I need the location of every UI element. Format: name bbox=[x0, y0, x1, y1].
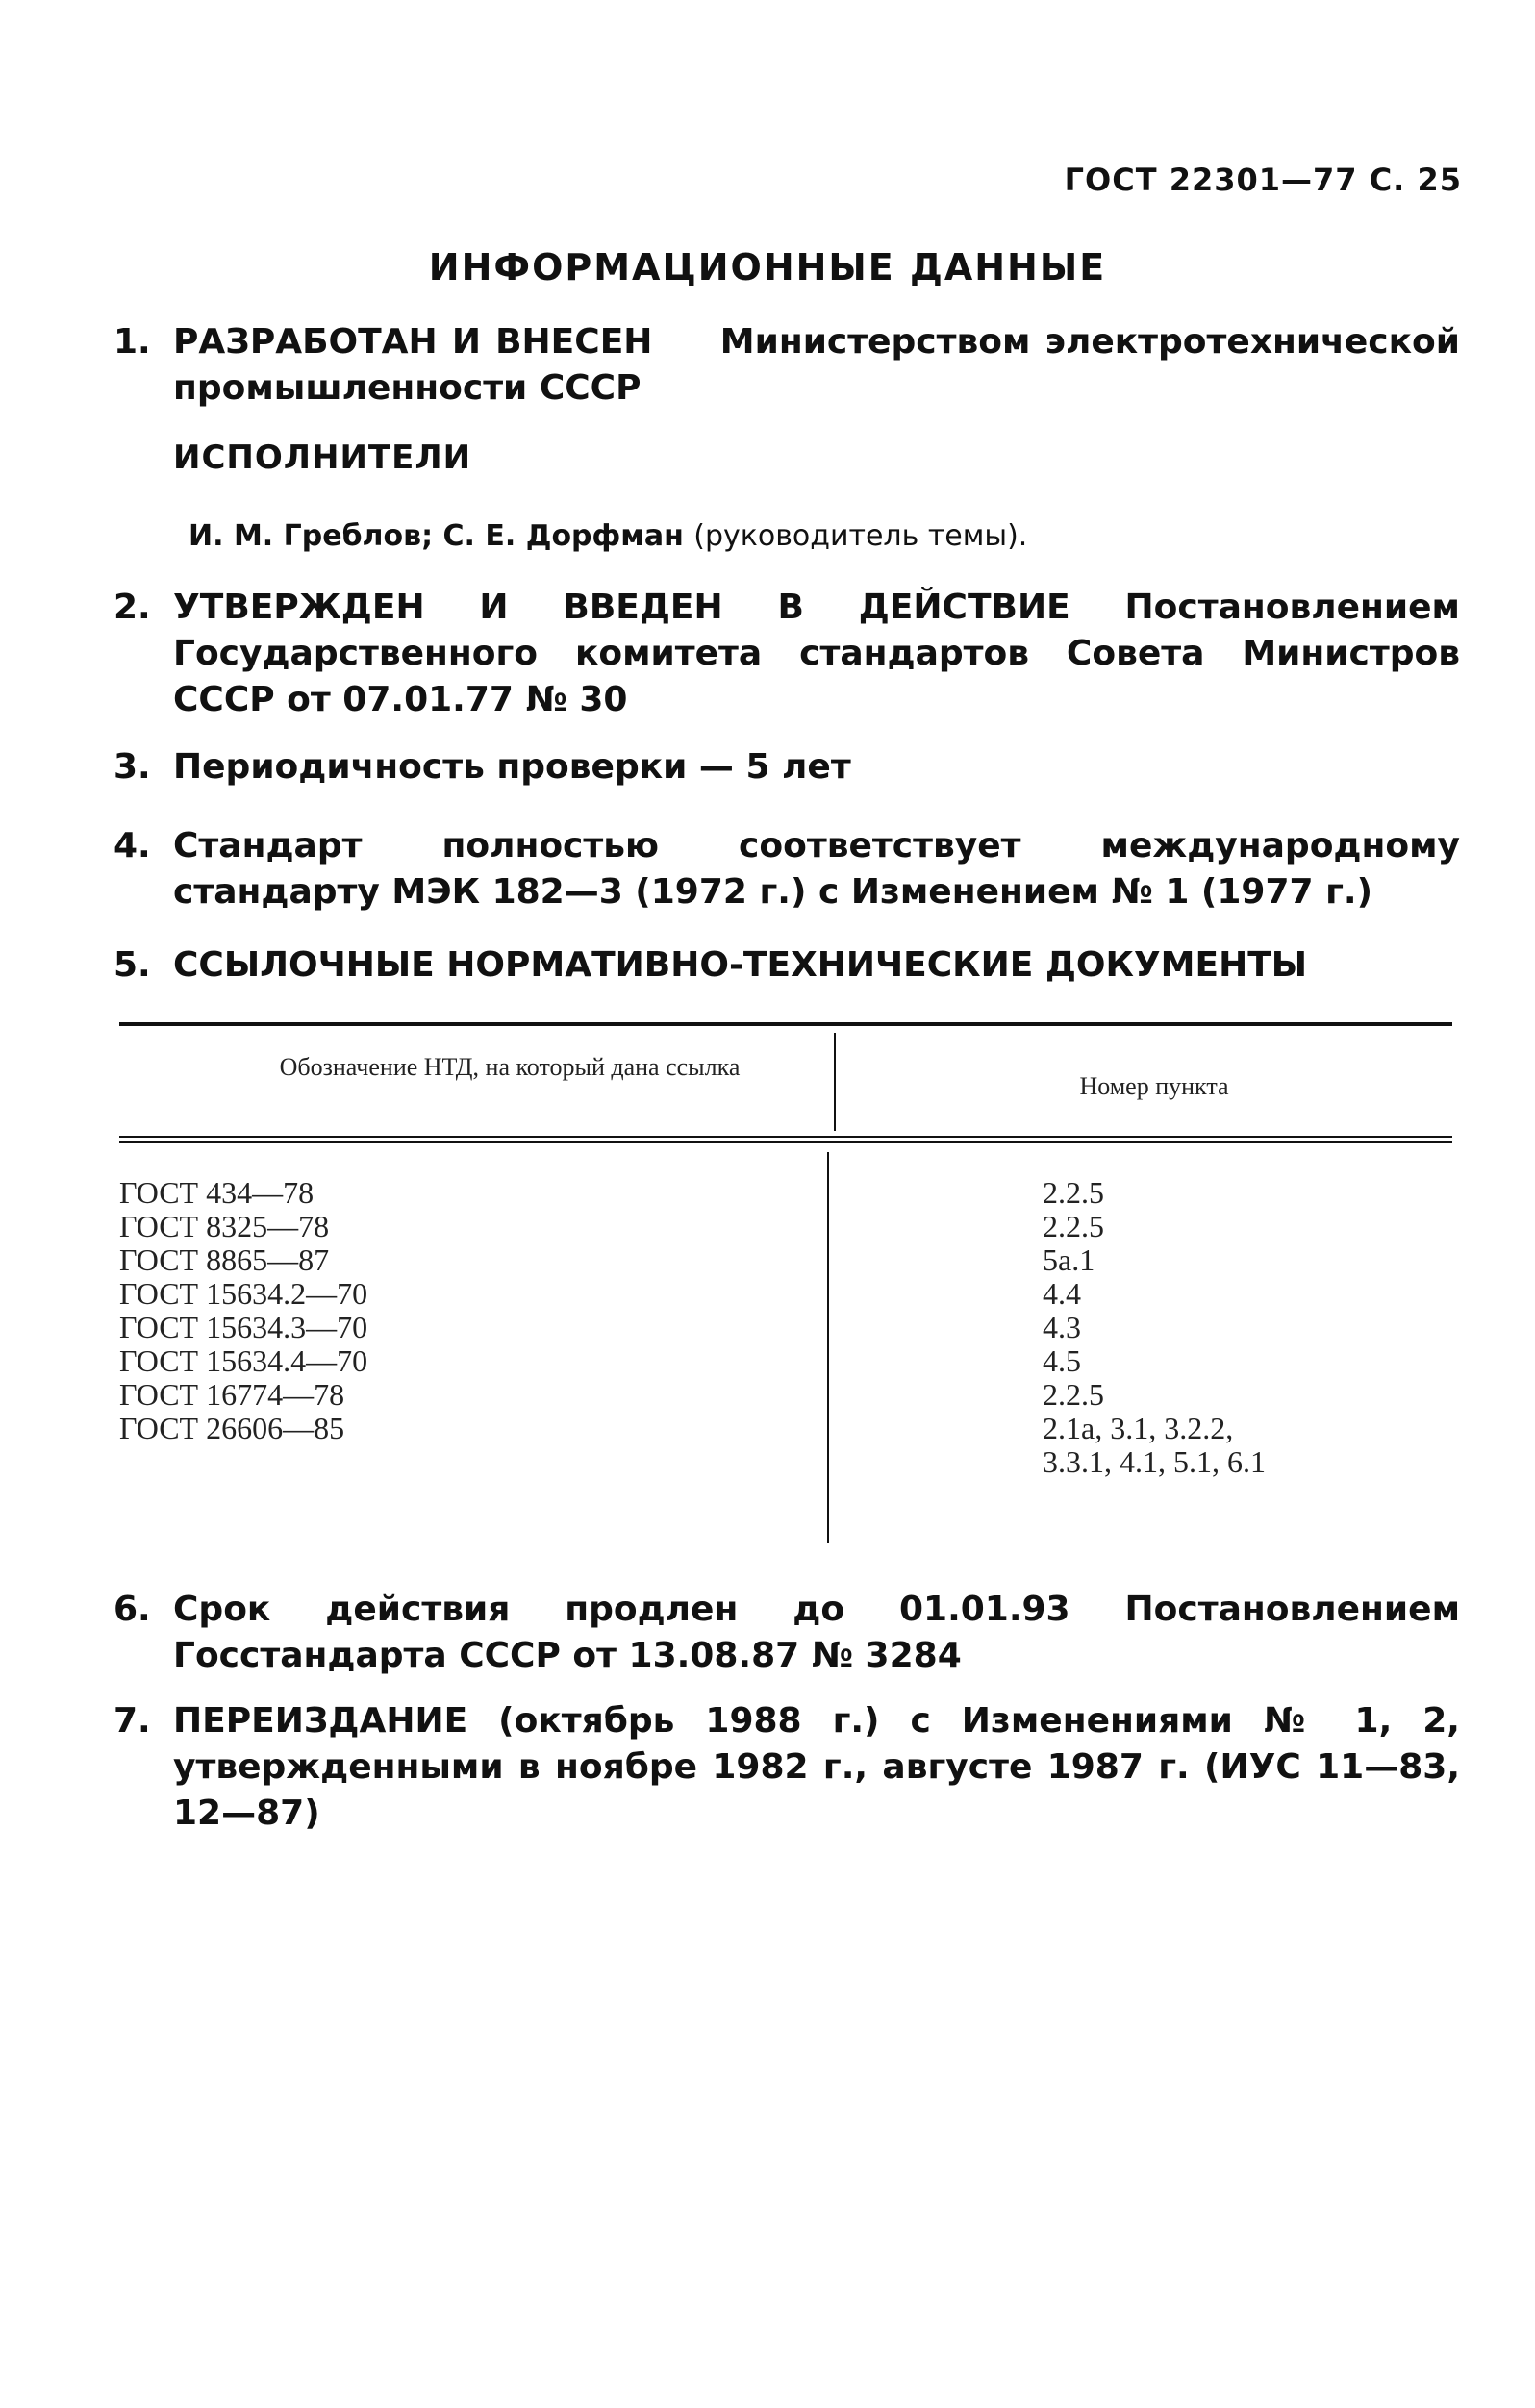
executors-names: И. М. Греблов; С. Е. Дорфман bbox=[189, 519, 684, 553]
table-row-doc: ГОСТ 15634.2—70 bbox=[119, 1276, 368, 1311]
table-header-rule-1 bbox=[119, 1136, 1452, 1138]
page-title: ИНФОРМАЦИОННЫЕ ДАННЫЕ bbox=[428, 246, 1107, 288]
table-row-doc: ГОСТ 15634.3—70 bbox=[119, 1310, 368, 1344]
table-row-clause: 2.2.5 bbox=[1043, 1175, 1104, 1210]
table-row-clause: 5а.1 bbox=[1043, 1242, 1095, 1277]
item-1-number: 1. bbox=[113, 322, 151, 362]
item-6-number: 6. bbox=[113, 1590, 151, 1629]
item-1-lead: РАЗРАБОТАН И ВНЕСЕН bbox=[173, 322, 653, 362]
table-header-doc: Обозначение НТД, на который дана ссылка bbox=[279, 1053, 741, 1081]
item-7 bbox=[113, 1698, 1460, 1837]
table-header-clause: Номер пункта bbox=[1079, 1072, 1229, 1100]
item-2 bbox=[113, 585, 1460, 723]
item-1-text: Министерством электротехнической промышленности СССР bbox=[173, 322, 1460, 408]
item-2-text: Постановлением Государственного комитета стандартов Совета Министров СССР от 07.01.77 № 30 bbox=[173, 588, 1460, 719]
table-header-rule-2 bbox=[119, 1141, 1452, 1143]
table-row-clause: 2.2.5 bbox=[1043, 1209, 1104, 1243]
table-header-divider bbox=[834, 1033, 836, 1131]
item-4-text: Стандарт полностью соответствует международному стандарту МЭК 182—3 (1972 г.) с Изменением № 1 (1977 г.) bbox=[173, 826, 1460, 912]
item-3-number: 3. bbox=[113, 747, 151, 787]
item-6-text: Срок действия продлен до 01.01.93 Постановлением Госстандарта СССР от 13.08.87 № 3284 bbox=[173, 1590, 1460, 1675]
item-2-lead: УТВЕРЖДЕН И ВВЕДЕН В ДЕЙСТВИЕ bbox=[173, 588, 1070, 627]
table-row-clause-continued: 3.3.1, 4.1, 5.1, 6.1 bbox=[1043, 1444, 1266, 1479]
table-row-clause: 4.4 bbox=[1043, 1276, 1081, 1311]
executors-heading: ИСПОЛНИТЕЛИ bbox=[173, 439, 472, 477]
table-row-doc: ГОСТ 26606—85 bbox=[119, 1411, 345, 1445]
executors-note: (руководитель темы). bbox=[693, 519, 1028, 553]
table-row-doc: ГОСТ 15634.4—70 bbox=[119, 1343, 368, 1378]
item-4-number: 4. bbox=[113, 826, 151, 865]
item-3-text: Периодичность проверки — 5 лет bbox=[173, 747, 851, 787]
item-7-text: ПЕРЕИЗДАНИЕ (октябрь 1988 г.) с Изменениями № 1, 2, утвержденными в ноябре 1982 г., августе 1987 г. (ИУС 11—83, 12—87) bbox=[173, 1701, 1460, 1833]
table-row-doc: ГОСТ 434—78 bbox=[119, 1175, 315, 1210]
table-row-clause: 4.3 bbox=[1043, 1310, 1081, 1344]
table-clause-column bbox=[1043, 1176, 1447, 1479]
item-1 bbox=[113, 319, 1460, 412]
table-top-rule bbox=[119, 1022, 1452, 1026]
table-row-doc: ГОСТ 16774—78 bbox=[119, 1377, 345, 1412]
page-header-code: ГОСТ 22301—77 С. 25 bbox=[1064, 162, 1462, 198]
item-2-number: 2. bbox=[113, 588, 151, 627]
executors-line bbox=[189, 519, 1027, 553]
table-row-clause: 4.5 bbox=[1043, 1343, 1081, 1378]
table-row-clause: 2.2.5 bbox=[1043, 1377, 1104, 1412]
item-5-number: 5. bbox=[113, 945, 151, 985]
item-5-text: ССЫЛОЧНЫЕ НОРМАТИВНО-ТЕХНИЧЕСКИЕ ДОКУМЕНТЫ bbox=[173, 945, 1308, 985]
table-doc-column bbox=[119, 1176, 793, 1445]
item-7-number: 7. bbox=[113, 1701, 151, 1741]
item-6 bbox=[113, 1587, 1460, 1679]
table-row-doc: ГОСТ 8865—87 bbox=[119, 1242, 330, 1277]
table-body-divider bbox=[827, 1152, 829, 1543]
table-row-clause: 2.1а, 3.1, 3.2.2, bbox=[1043, 1411, 1234, 1445]
table-row-doc: ГОСТ 8325—78 bbox=[119, 1209, 330, 1243]
item-3 bbox=[113, 744, 1460, 790]
item-4 bbox=[113, 823, 1460, 916]
item-5 bbox=[113, 942, 1460, 989]
